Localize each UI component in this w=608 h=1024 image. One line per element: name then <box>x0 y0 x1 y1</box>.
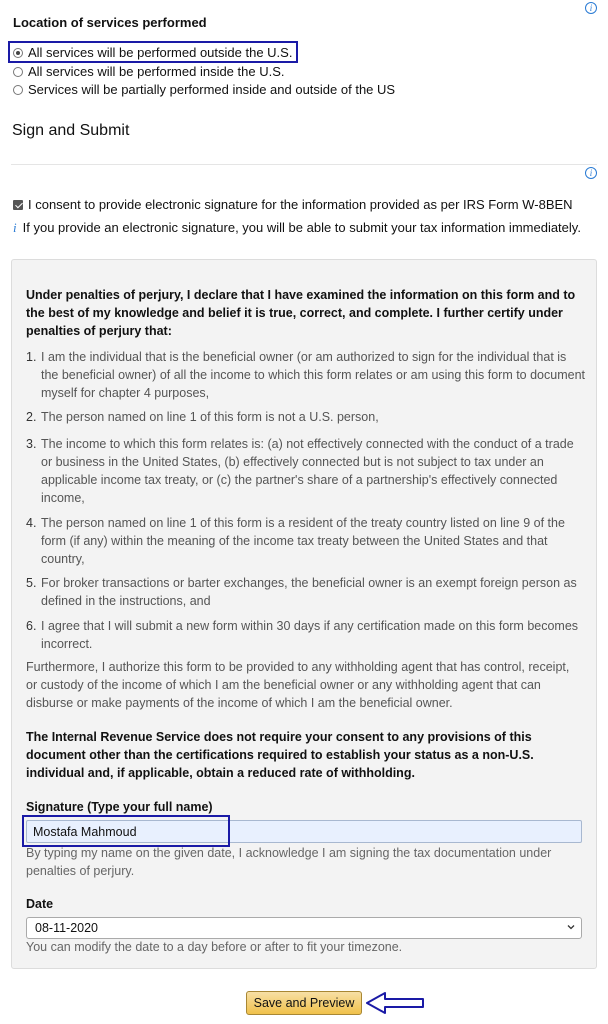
divider <box>11 164 597 165</box>
declaration-panel <box>11 259 597 969</box>
section-title: Sign and Submit <box>12 122 130 139</box>
esign-info-text: If you provide an electronic signature, you will be able to submit your tax information immediately. <box>22 220 581 235</box>
list-item: 2. The person named on line 1 of this form is not a U.S. person, <box>26 410 379 424</box>
date-label: Date <box>26 897 54 911</box>
save-and-preview-button[interactable]: Save and Preview <box>246 991 362 1015</box>
irs-note: The Internal Revenue Service does not require your consent to any provisions of this document other than the certifications required to establish your status as a non-U.S. individual and, if applicable, obtain a reduced rate of withholding. <box>26 730 534 780</box>
arrow-left-icon <box>365 990 427 1016</box>
signature-note: By typing my name on the given date, I acknowledge I am signing the tax documentation under penalties of perjury. <box>26 846 552 878</box>
list-item: 5. For broker transactions or barter exchanges, the beneficial owner is an exempt foreign person as defined in the instructions, and <box>26 576 577 608</box>
checkbox-icon[interactable] <box>13 200 23 210</box>
chevron-down-icon <box>567 923 575 931</box>
declaration-intro: Under penalties of perjury, I declare that I have examined the information on this form and to the best of my knowledge and belief it is true, correct, and complete. I further certify under penalties of perjury that: <box>26 288 576 338</box>
list-item: 4. The person named on line 1 of this form is a resident of the treaty country listed on line 9 of the form (if any) within the meaning of the income tax treaty between the United States and that country, <box>26 516 565 566</box>
radio-partial[interactable] <box>13 82 395 97</box>
location-title: Location of services performed <box>13 15 207 30</box>
date-value: 08-11-2020 <box>35 921 99 935</box>
info-icon[interactable]: i <box>585 2 597 14</box>
authorization-text: Furthermore, I authorize this form to be provided to any withholding agent that has control, receipt, or custody of the income of which I am the beneficial owner or any withholding agent that can disburse or make payments of the income of which I am the beneficial owner. <box>26 660 570 710</box>
annotation-box <box>22 815 230 847</box>
radio-icon[interactable] <box>13 67 23 77</box>
radio-inside-us[interactable] <box>13 64 285 79</box>
date-note: You can modify the date to a day before or after to fit your timezone. <box>26 940 403 954</box>
date-select[interactable] <box>26 917 582 939</box>
signature-label: Signature (Type your full name) <box>26 800 213 814</box>
list-item: 6. I agree that I will submit a new form within 30 days if any certification made on this form becomes incorrect. <box>26 619 579 651</box>
radio-label: All services will be performed inside the U.S. <box>28 64 285 79</box>
radio-label: All services will be performed outside the U.S. <box>28 45 293 60</box>
consent-checkbox-row[interactable] <box>13 197 573 212</box>
consent-label: I consent to provide electronic signature for the information provided as per IRS Form W-8BEN <box>28 197 573 212</box>
info-icon[interactable]: i <box>585 167 597 179</box>
esign-info <box>13 220 581 236</box>
radio-label: Services will be partially performed inside and outside of the US <box>28 82 396 97</box>
annotation-box <box>8 41 298 63</box>
radio-icon[interactable] <box>13 85 23 95</box>
list-item: 3. The income to which this form relates is: (a) not effectively connected with the conduct of a trade or business in the United States, (b) effectively connected but is not subject to tax under an applicable income tax treaty, or (c) the partner's share of a partnership's effectively connected income, <box>26 437 574 505</box>
list-item: 1. I am the individual that is the beneficial owner (or am authorized to sign for the individual that is the beneficial owner) of all the income to which this form relates or am using this form to document myself for chapter 4 purposes, <box>26 350 586 400</box>
info-icon: i <box>13 220 17 235</box>
